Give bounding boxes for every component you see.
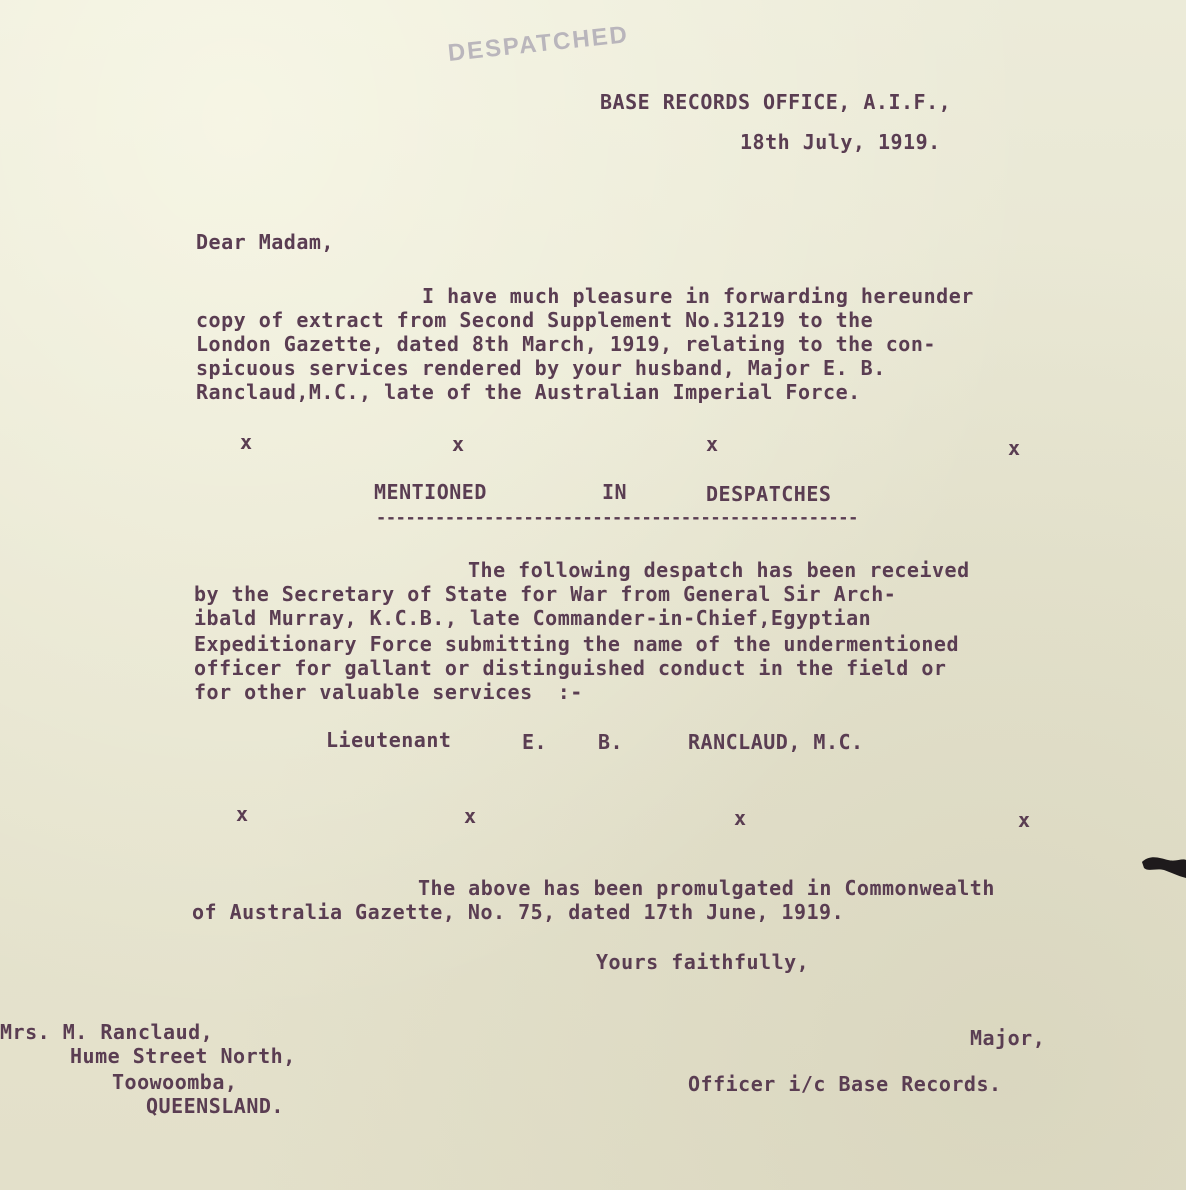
separator-mark: x (240, 430, 253, 454)
separator-mark: x (706, 432, 719, 456)
addressee-town: Toowoomba, (112, 1070, 238, 1094)
closing-line: The above has been promulgated in Commonwealth (418, 876, 995, 900)
intro-line: I have much pleasure in forwarding hereunder (422, 284, 974, 308)
despatch-line: Expeditionary Force submitting the name of the undermentioned (194, 632, 960, 656)
separator-mark: x (734, 806, 747, 830)
despatch-line: The following despatch has been received (468, 558, 970, 582)
officer-initial: B. (598, 730, 624, 754)
ink-blot-mark (1140, 848, 1186, 882)
intro-line: London Gazette, dated 8th March, 1919, relating to the con- (196, 332, 936, 356)
officer-rank: Lieutenant (326, 728, 452, 752)
addressee-name: Mrs. M. Ranclaud, (0, 1020, 214, 1044)
office-heading: BASE RECORDS OFFICE, A.I.F., (600, 90, 952, 114)
signatory-title: Officer i/c Base Records. (688, 1072, 1002, 1096)
despatch-line: for other valuable services :- (194, 680, 583, 704)
intro-line: spicuous services rendered by your husband, Major E. B. (196, 356, 886, 380)
heading-word-in: IN (602, 480, 628, 504)
officer-surname: RANCLAUD, M.C. (688, 730, 864, 754)
intro-line: copy of extract from Second Supplement No.31219 to the (196, 308, 874, 332)
separator-mark: x (1018, 808, 1031, 832)
separator-mark: x (464, 804, 477, 828)
despatch-line: officer for gallant or distinguished conduct in the field or (194, 656, 947, 680)
intro-line: Ranclaud,M.C., late of the Australian Imperial Force. (196, 380, 861, 404)
officer-initial: E. (522, 730, 548, 754)
despatch-line: by the Secretary of State for War from General Sir Arch- (194, 582, 897, 606)
heading-word-mentioned: MENTIONED (374, 480, 487, 504)
heading-word-despatches: DESPATCHES (706, 482, 832, 506)
letter-date: 18th July, 1919. (740, 130, 941, 154)
salutation: Dear Madam, (196, 230, 334, 254)
addressee-street: Hume Street North, (70, 1044, 296, 1068)
heading-underline: ------------------------------------------------- (376, 508, 858, 528)
closing-line: of Australia Gazette, No. 75, dated 17th June, 1919. (192, 900, 845, 924)
addressee-state: QUEENSLAND. (146, 1094, 284, 1118)
valediction: Yours faithfully, (596, 950, 810, 974)
despatched-stamp: DESPATCHED (446, 21, 631, 67)
despatch-line: ibald Murray, K.C.B., late Commander-in-Chief,Egyptian (194, 606, 872, 630)
separator-mark: x (236, 802, 249, 826)
signatory-rank: Major, (970, 1026, 1046, 1050)
separator-mark: x (1008, 436, 1021, 460)
separator-mark: x (452, 432, 465, 456)
